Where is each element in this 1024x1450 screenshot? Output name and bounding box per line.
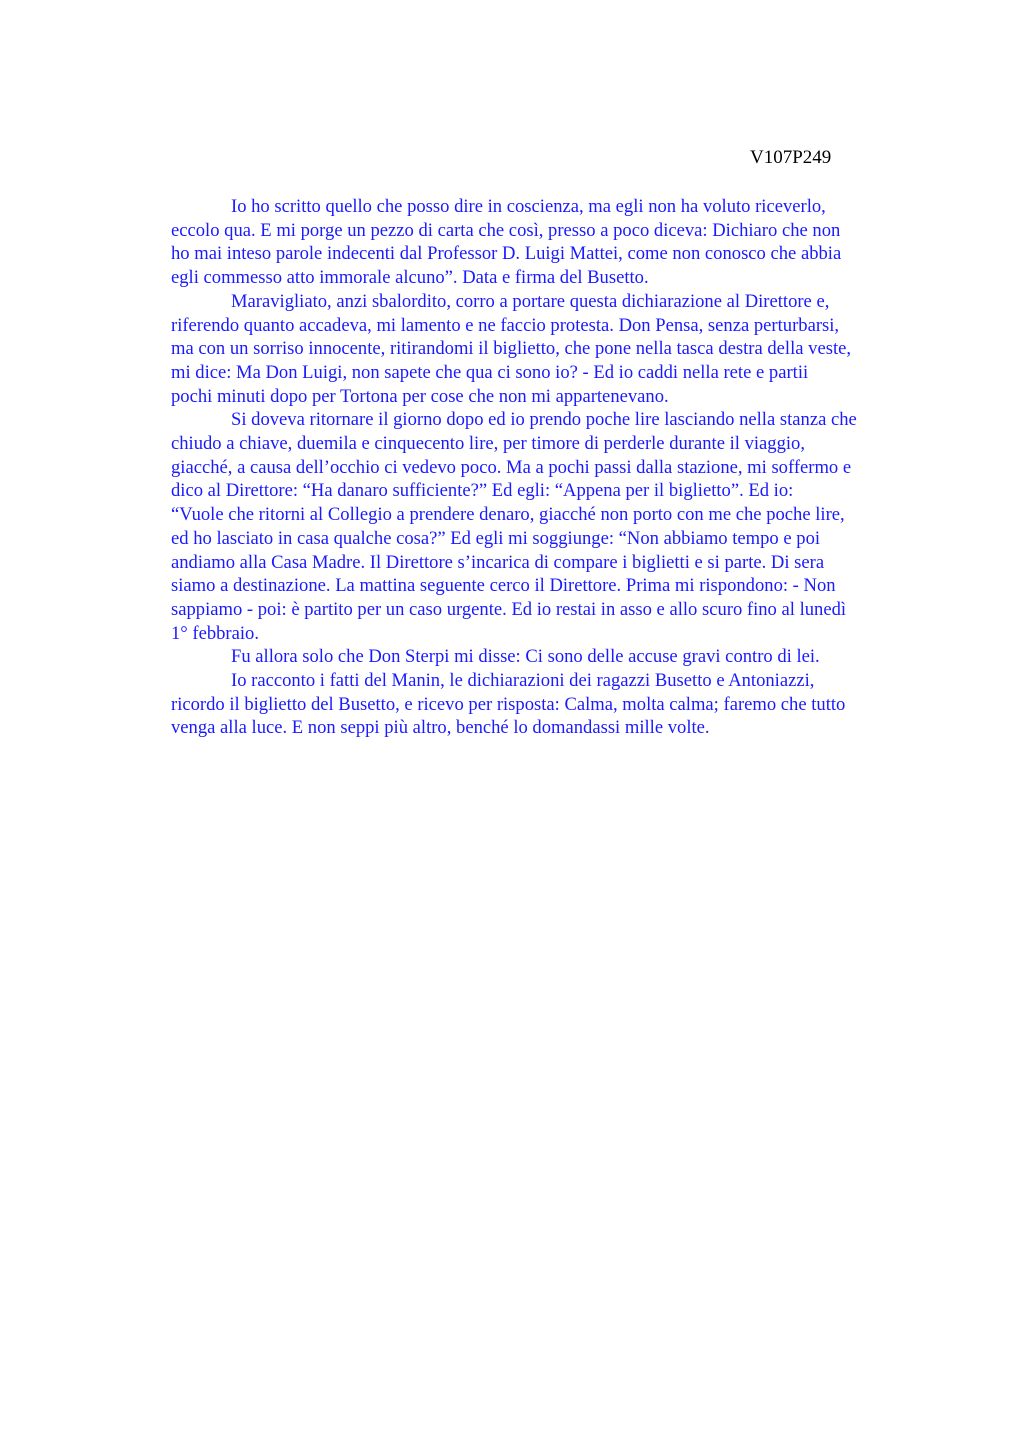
- text-line: mi dice: Ma Don Luigi, non sapete che qua ci sono io? - Ed io caddi nella rete e partii: [171, 361, 809, 383]
- text-line: Maravigliato, anzi sbalordito, corro a portare questa dichiarazione al Direttore e,: [231, 290, 830, 312]
- text-line: riferendo quanto accadeva, mi lamento e ne faccio protesta. Don Pensa, senza perturbarsi,: [171, 314, 840, 336]
- text-line: pochi minuti dopo per Tortona per cose che non mi appartenevano.: [171, 385, 669, 407]
- text-line: egli commesso atto immorale alcuno”. Data e firma del Busetto.: [171, 267, 649, 289]
- text-line: Io ho scritto quello che posso dire in coscienza, ma egli non ha voluto riceverlo,: [231, 196, 826, 217]
- text-line: siamo a destinazione. La mattina seguente cerco il Direttore. Prima mi rispondono: - Non: [171, 575, 836, 597]
- text-line: ricordo il biglietto del Busetto, e ricevo per risposta: Calma, molta calma; faremo che tutto: [171, 693, 846, 715]
- text-line: dico al Direttore: “Ha danaro sufficiente?” Ed egli: “Appena per il biglietto”. Ed io:: [171, 480, 794, 502]
- paragraph: [171, 290, 933, 409]
- page-code: V107P249: [750, 147, 832, 168]
- text-line: Fu allora solo che Don Sterpi mi disse: Ci sono delle accuse gravi contro di lei.: [231, 646, 820, 668]
- text-line: eccolo qua. E mi porge un pezzo di carta che così, presso a poco diceva: Dichiaro che non: [171, 219, 841, 241]
- text-line: Si doveva ritornare il giorno dopo ed io prendo poche lire lasciando nella stanza che: [231, 409, 857, 431]
- text-line: giacché, a causa dell’occhio ci vedevo poco. Ma a pochi passi dalla stazione, mi soffermo e: [171, 456, 852, 478]
- text-line: 1° febbraio.: [171, 622, 259, 644]
- text-line: venga alla luce. E non seppi più altro, benché lo domandassi mille volte.: [171, 717, 710, 739]
- text-line: ho mai inteso parole indecenti dal Professor D. Luigi Mattei, come non conosco che abbia: [171, 243, 842, 265]
- paragraph: [171, 669, 933, 740]
- paragraph: [171, 408, 933, 645]
- text-line: ed ho lasciato in casa qualche cosa?” Ed egli mi soggiunge: “Non abbiamo tempo e poi: [171, 527, 821, 549]
- text-line: ma con un sorriso innocente, ritirandomi il biglietto, che pone nella tasca destra della veste,: [171, 338, 852, 360]
- paragraph: [171, 645, 933, 669]
- text-line: “Vuole che ritorni al Collegio a prendere denaro, giacché non porto con me che poche lire,: [171, 504, 845, 526]
- text-line: chiudo a chiave, duemila e cinquecento lire, per timore di perderle durante il viaggio,: [171, 433, 806, 455]
- text-line: Io racconto i fatti del Manin, le dichiarazioni dei ragazzi Busetto e Antoniazzi,: [231, 670, 815, 692]
- text-line: andiamo alla Casa Madre. Il Direttore s’incarica di compare i biglietti e si parte. Di sera: [171, 551, 825, 573]
- paragraph: [171, 195, 933, 290]
- text-line: sappiamo - poi: è partito per un caso urgente. Ed io restai in asso e allo scuro fino al lunedì: [171, 598, 847, 620]
- body-text: [171, 195, 933, 740]
